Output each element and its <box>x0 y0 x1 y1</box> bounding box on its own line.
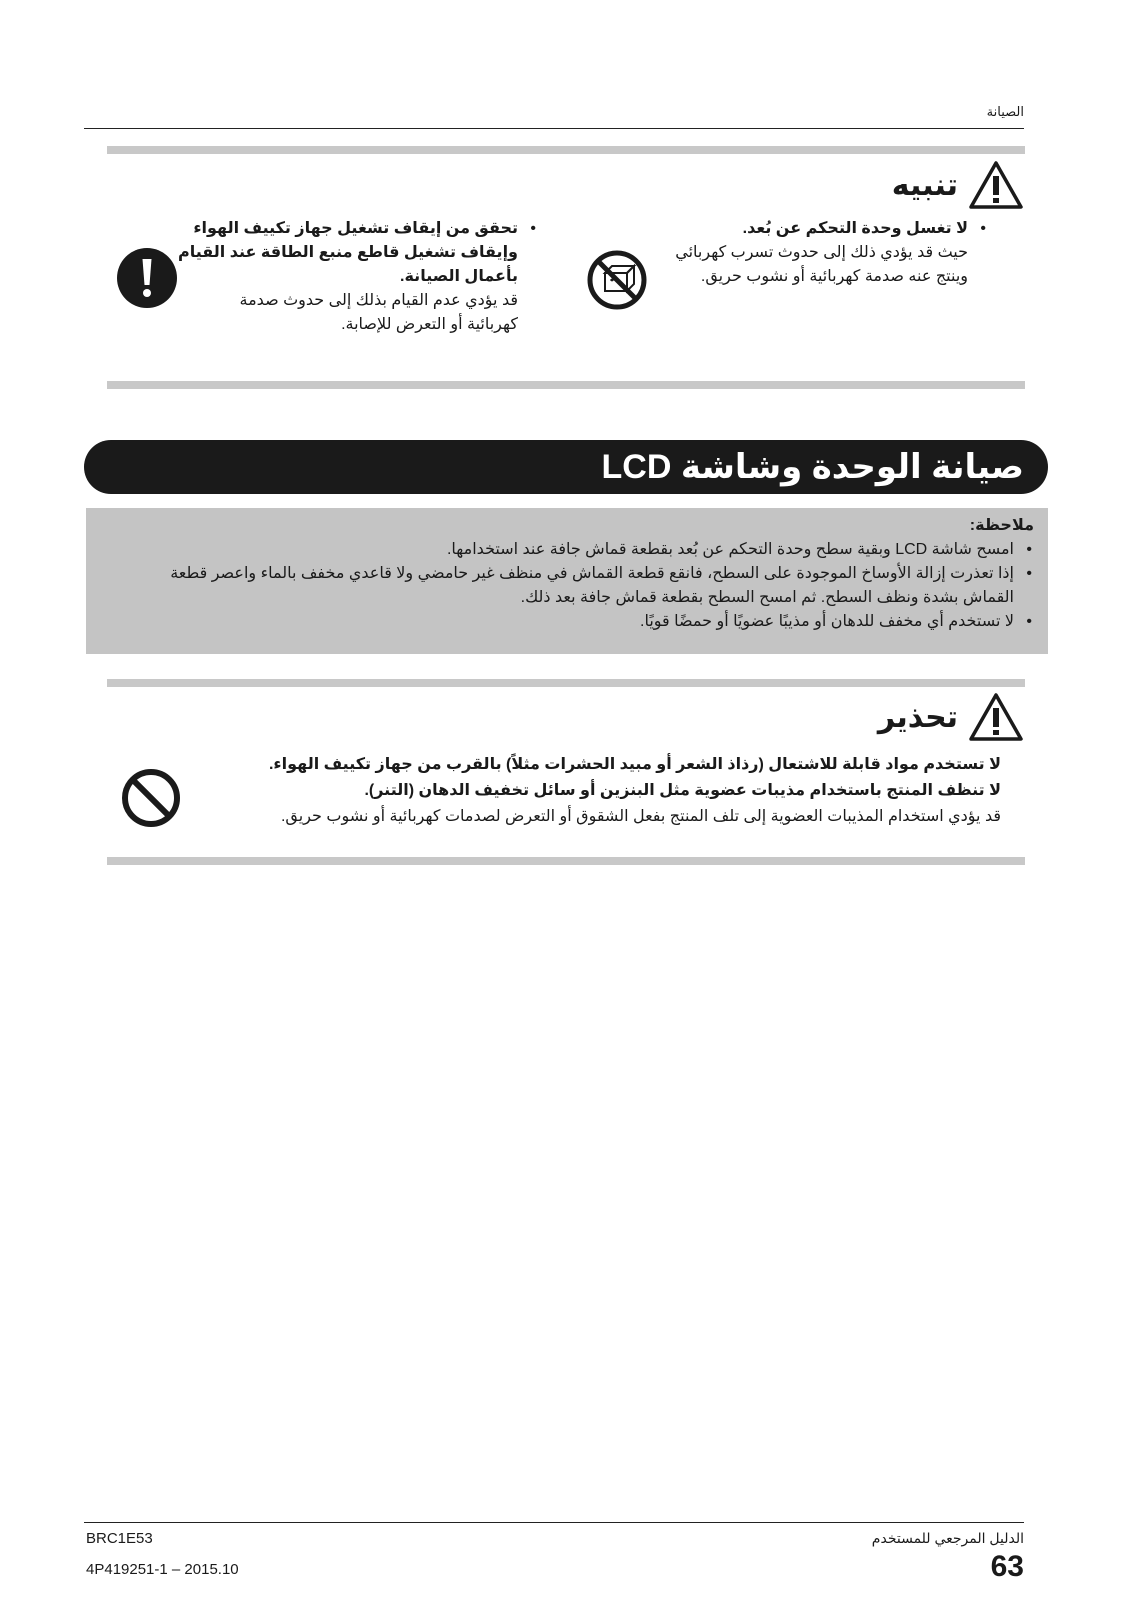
header-section-label: الصيانة <box>986 104 1024 119</box>
caution-heading-text: تنبيه <box>891 168 958 202</box>
caution-left-bold1: • تحقق من إيقاف تشغيل جهاز تكييف الهواء <box>193 220 518 237</box>
warning-line1: لا تستخدم مواد قابلة للاشتعال (رذاذ الشعر أو مبيد الحشرات مثلاً) بالقرب من جهاز تكييف الهواء. <box>268 756 1001 773</box>
footer-manual-title: الدليل المرجعي للمستخدم <box>871 1530 1024 1546</box>
caution-right-line1: حيث قد يؤدي ذلك إلى حدوث تسرب كهربائي <box>675 244 968 261</box>
note-item: • لا تستخدم أي مخفف للدهان أو مذيبًا عضويًا أو حمضًا قويًا. <box>100 610 1034 634</box>
caution-right-line2: وينتج عنه صدمة كهربائية أو نشوب حريق. <box>700 268 968 285</box>
note-item: • إذا تعذرت إزالة الأوساخ الموجودة على السطح، فانقع قطعة القماش في منظف غير حامضي ولا قاعدي مخفف بالماء واعصر قطعة القماش بشدة ونظف السطح. ثم امسح السطح بقطعة قماش جافة بعد ذلك. <box>100 562 1034 610</box>
page-number: 63 <box>990 1550 1024 1583</box>
warning-line2: لا تنظف المنتج باستخدام مذيبات عضوية مثل البنزين أو سائل تخفيف الدهان (التنر). <box>364 782 1001 799</box>
caution-left-bold2: وإيقاف تشغيل قاطع منبع الطاقة عند القيام <box>178 244 518 261</box>
caution-right-item <box>658 217 988 289</box>
caution-heading <box>892 160 1024 210</box>
warning-heading <box>878 692 1024 742</box>
caution-right-bold: • لا تغسل وحدة التحكم عن بُعد. <box>742 220 968 237</box>
caution-top-bar <box>107 146 1025 154</box>
no-water-wash-icon <box>586 249 648 311</box>
caution-left-bold3: بأعمال الصيانة. <box>400 268 518 285</box>
mandatory-action-icon <box>116 247 178 309</box>
footer-model: BRC1E53 <box>86 1530 153 1547</box>
warning-heading-text: تحذير <box>877 700 958 734</box>
notes-box <box>86 508 1048 654</box>
caution-left-line1: قد يؤدي عدم القيام بذلك إلى حدوث صدمة <box>239 292 518 309</box>
caution-left-line2: كهربائية أو التعرض للإصابة. <box>341 316 518 333</box>
caution-bottom-bar <box>107 381 1025 389</box>
warning-text <box>211 752 1001 830</box>
prohibition-icon <box>120 767 182 829</box>
warning-top-bar <box>107 679 1025 687</box>
footer-doc-code: 4P419251-1 – 2015.10 <box>86 1561 239 1578</box>
warning-triangle-icon <box>968 160 1024 210</box>
footer-divider <box>84 1522 1024 1523</box>
warning-bottom-bar <box>107 857 1025 865</box>
section-title: صيانة الوحدة وشاشة LCD <box>601 448 1024 486</box>
warning-triangle-icon <box>968 692 1024 742</box>
note-item: • امسح شاشة LCD وبقية سطح وحدة التحكم عن بُعد بقطعة قماش جافة عند استخدامها. <box>100 538 1034 562</box>
notes-label: ملاحظة: <box>969 517 1034 534</box>
header-divider <box>84 128 1024 129</box>
caution-left-item <box>178 217 538 337</box>
warning-line3: قد يؤدي استخدام المذيبات العضوية إلى تلف المنتج بفعل الشقوق أو التعرض لصدمات كهربائية أو نشوب حريق. <box>280 808 1001 825</box>
section-title-banner <box>84 440 1048 494</box>
